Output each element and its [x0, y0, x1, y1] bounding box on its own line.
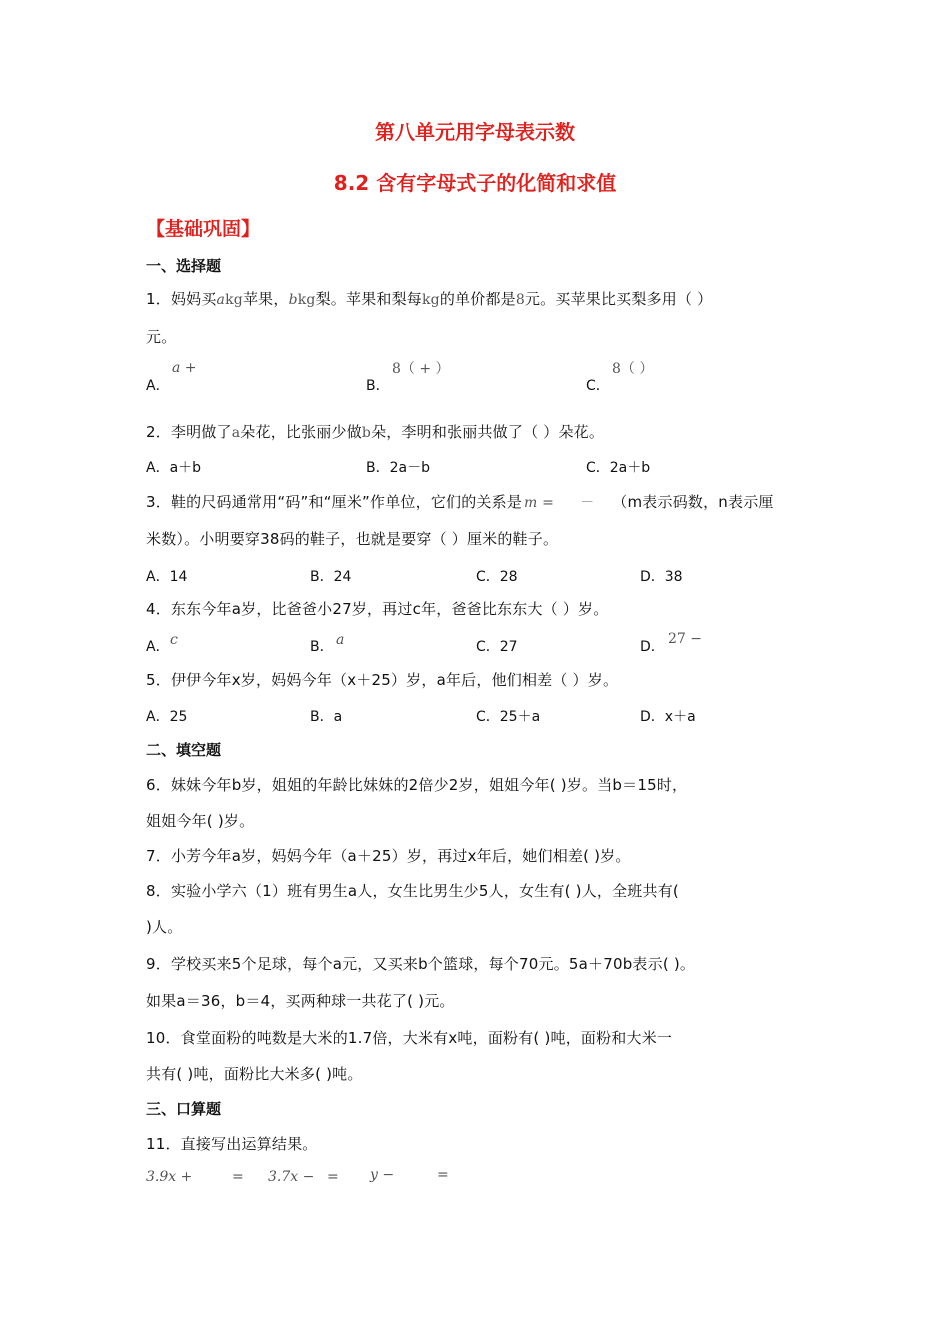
q5-option-d: D．x＋a — [640, 709, 696, 725]
q7-text: 7．小芳今年a岁，妈妈今年（a＋25）岁，再过x年后，她们相差( )岁。 — [146, 847, 631, 865]
q2-var-a: a — [231, 425, 241, 441]
q3-line2: 米数）。小明要穿38码的鞋子，也就是要穿（ ）厘米的鞋子。 — [146, 530, 559, 548]
q3-formula: m = — [524, 495, 555, 511]
q1-kg1: kg — [225, 292, 243, 308]
q1-apples: 苹果， — [242, 290, 289, 308]
part3-heading: 三、口算题 — [146, 1100, 222, 1118]
q4-option-b-expr: a — [336, 632, 345, 648]
q6-line1: 6．妹妹今年b岁，姐姐的年龄比妹妹的2倍少2岁，姐姐今年( )岁。当b＝15时， — [146, 776, 688, 794]
q5-option-c: C．25＋a — [476, 709, 541, 725]
q5-text: 5．伊伊今年x岁，妈妈今年（x＋25）岁，a年后，他们相差（ ）岁。 — [146, 671, 619, 689]
q11-text: 11．直接写出运算结果。 — [146, 1135, 318, 1153]
q3-dash: － — [580, 495, 595, 511]
q3-line1 — [146, 491, 774, 512]
q5-option-b: B．a — [310, 709, 343, 725]
q9-line2: 如果a＝36，b＝4，买两种球一共花了( )元。 — [146, 992, 455, 1010]
q4-text: 4．东东今年a岁，比爸爸小27岁，再过c年，爸爸比东东大（ ）岁。 — [146, 600, 609, 618]
q5-option-a: A．25 — [146, 709, 188, 725]
q1-option-a-expr: a + — [172, 360, 197, 376]
q2-option-b: B．2a－b — [366, 460, 430, 476]
part2-heading: 二、填空题 — [146, 741, 222, 759]
page-subtitle: 8.2 含有字母式子的化简和求值 — [333, 171, 617, 195]
q1-option-c-expr: 8（ ） — [612, 361, 654, 377]
q11-equals-1: = — [232, 1169, 244, 1185]
q3-text-pre: 3．鞋的尺码通常用“码”和“厘米”作单位，它们的关系是 — [146, 493, 523, 511]
q1-kg3: kg — [422, 292, 440, 308]
q9-line1: 9．学校买来5个足球，每个a元，又买来b个篮球，每个70元。5a＋70b表示( )。 — [146, 955, 696, 973]
q4-option-a-expr: c — [170, 632, 178, 648]
q1-price: 的单价都是 — [439, 290, 516, 308]
q1-line1 — [146, 288, 712, 309]
q2-text-post: 朵，李明和张丽共做了（ ）朵花。 — [371, 423, 605, 441]
q11-expr-1: 3.9x + — [146, 1169, 193, 1185]
q1-option-a-label: A． — [146, 378, 170, 394]
q1-kg2: kg — [297, 292, 316, 308]
q2-option-c: C．2a＋b — [586, 460, 651, 476]
part1-heading: 一、选择题 — [146, 257, 222, 275]
q8-line1: 8．实验小学六（1）班有男生a人，女生比男生少5人，女生有( )人，全班共有( — [146, 882, 679, 900]
q1-eight: 8 — [515, 292, 525, 308]
q2-text-pre: 2．李明做了 — [146, 423, 232, 441]
q3-option-b: B．24 — [310, 569, 352, 585]
q10-line1: 10．食堂面粉的吨数是大米的1.7倍，大米有x吨，面粉有( )吨，面粉和大米一 — [146, 1029, 673, 1047]
q11-equals-3: = — [437, 1167, 449, 1183]
q3-option-a: A．14 — [146, 569, 188, 585]
q1-option-c-label: C． — [586, 378, 610, 394]
q1-option-b-label: B． — [366, 378, 390, 394]
q11-equals-2: = — [327, 1169, 339, 1185]
q4-option-d-label: D． — [640, 639, 665, 655]
section-label: 【基础巩固】 — [146, 218, 261, 240]
q3-text-post: （m表示码数，n表示厘 — [612, 493, 774, 511]
q2-var-b: b — [361, 425, 372, 441]
q11-expr-3: y − — [370, 1167, 395, 1183]
q3-option-c: C．28 — [476, 569, 518, 585]
q1-var-a: a — [216, 292, 226, 308]
q4-option-c: C．27 — [476, 639, 518, 655]
q1-option-b-expr: 8（ + ） — [392, 361, 450, 377]
q8-line2: )人。 — [146, 918, 183, 936]
q4-option-b-label: B． — [310, 639, 334, 655]
q1-pears: 梨。苹果和梨每 — [315, 290, 422, 308]
q1-var-b: b — [288, 292, 298, 308]
q6-line2: 姐姐今年( )岁。 — [146, 812, 255, 830]
page-title: 第八单元用字母表示数 — [375, 120, 575, 144]
q2-text — [146, 421, 604, 442]
q4-option-d-expr: 27 − — [668, 631, 702, 647]
q4-option-a-label: A． — [146, 639, 170, 655]
q1-line2: 元。 — [146, 328, 177, 346]
q2-text-mid: 朵花，比张丽少做 — [240, 423, 362, 441]
q1-rest: 元。买苹果比买梨多用（ ） — [524, 290, 713, 308]
q1-text-pre: 1．妈妈买 — [146, 290, 217, 308]
q3-option-d: D．38 — [640, 569, 683, 585]
q10-line2: 共有( )吨，面粉比大米多( )吨。 — [146, 1065, 363, 1083]
q11-expr-2: 3.7x − — [268, 1169, 315, 1185]
q2-option-a: A．a＋b — [146, 460, 202, 476]
